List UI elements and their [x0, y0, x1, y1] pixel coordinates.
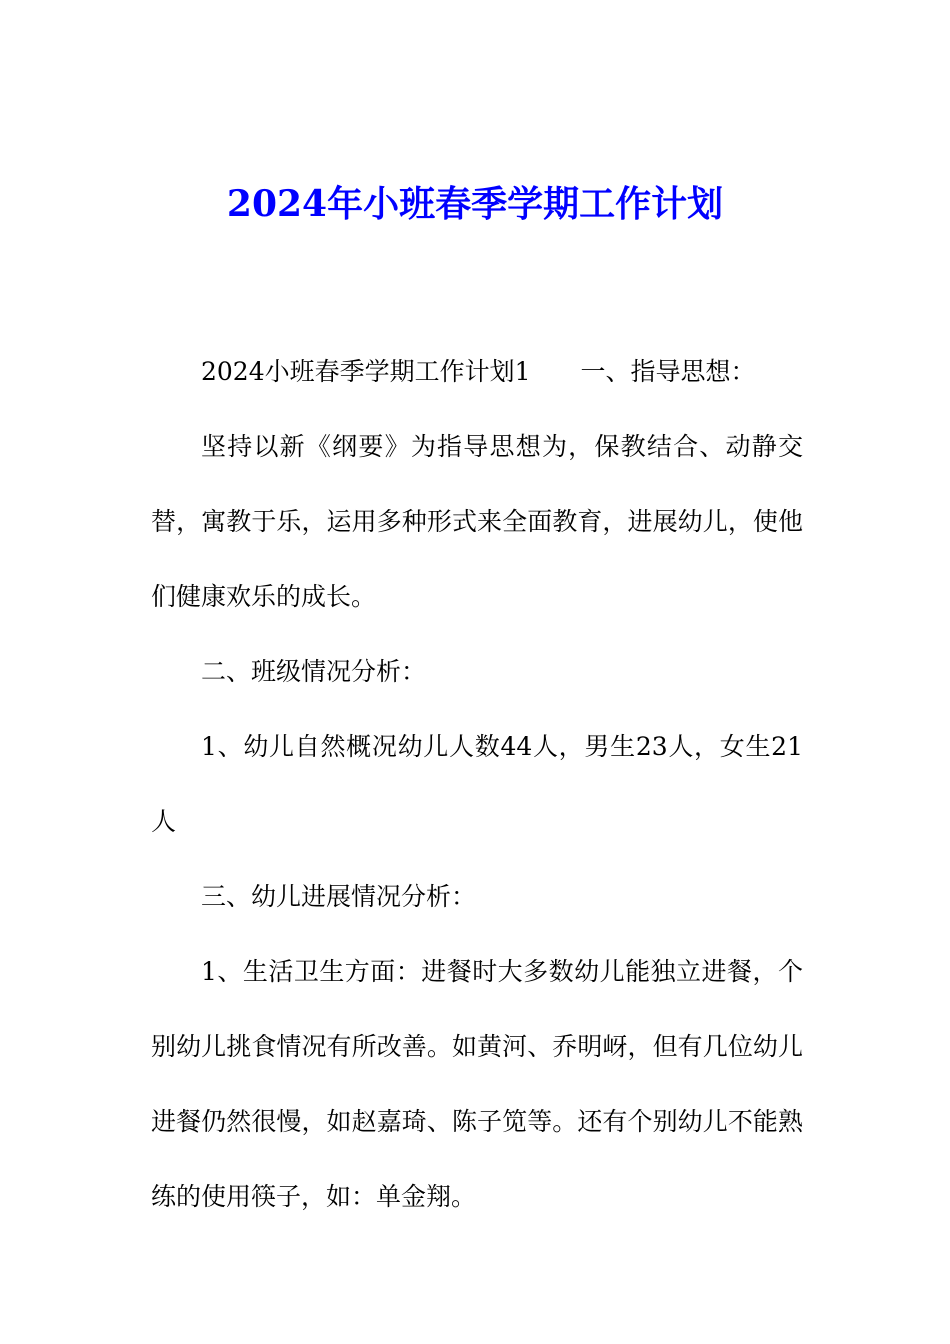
paragraph-guiding-thought: 坚持以新《纲要》为指导思想为，保教结合、动静交替，寓教于乐，运用多种形式来全面教育，进展幼儿，使他们健康欢乐的成长。	[151, 432, 803, 611]
document-title: 2024年小班春季学期工作计划	[226, 183, 724, 225]
section3-heading: 三、幼儿进展情况分析：	[201, 882, 477, 911]
section1-heading: 一、指导思想：	[580, 357, 756, 386]
intro-paragraph	[151, 334, 803, 409]
document-body	[151, 334, 803, 1234]
paragraph-class-overview: 1、幼儿自然概况幼儿人数44人，男生23人，女生21人	[151, 732, 803, 836]
paragraph-life-hygiene: 1、生活卫生方面：进餐时大多数幼儿能独立进餐，个别幼儿挑食情况有所改善。如黄河、乔明岈，但有几位幼儿进餐仍然很慢，如赵嘉琦、陈子笕等。还有个别幼儿不能熟练的使用筷子，如：单金翔。	[151, 957, 803, 1211]
section2-heading: 二、班级情况分析：	[201, 657, 427, 686]
intro-heading: 2024小班春季学期工作计划1	[201, 357, 531, 386]
